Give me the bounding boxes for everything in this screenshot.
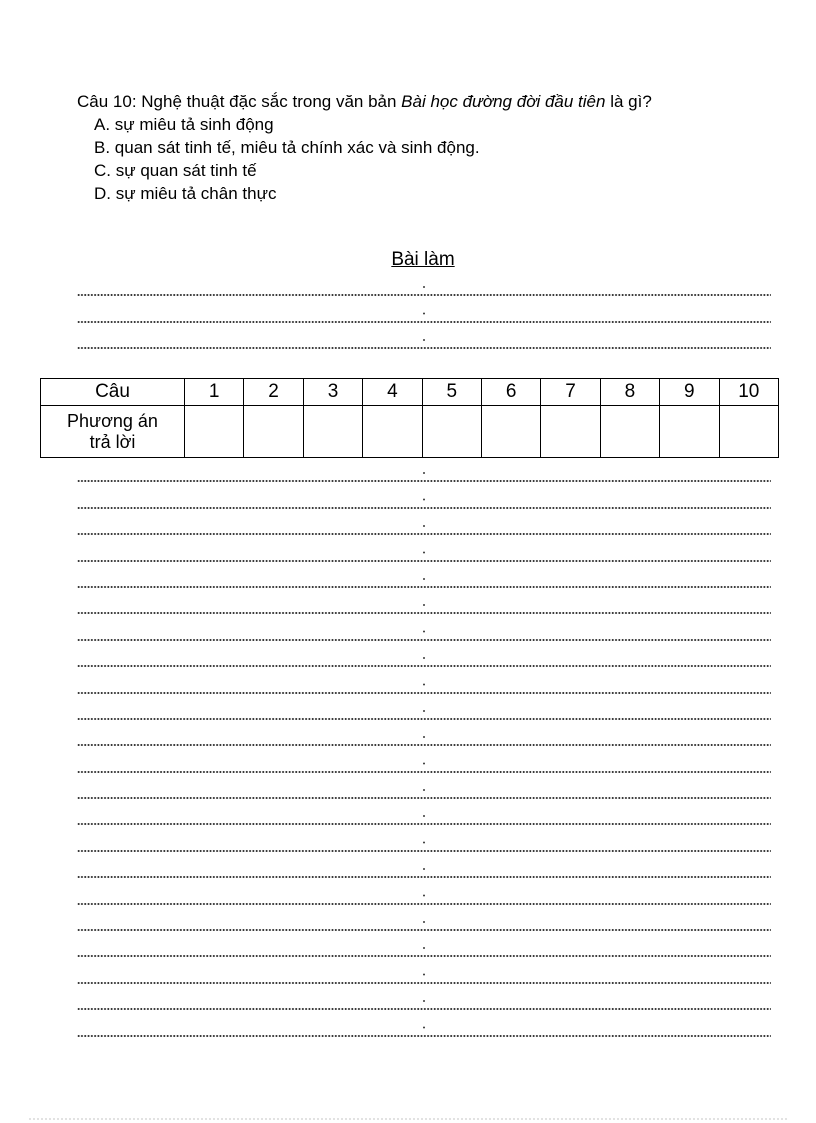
work-section-title: Bài làm (391, 249, 455, 270)
answer-table (40, 378, 779, 458)
question-number-cell: 5 (422, 379, 481, 406)
answer-cell[interactable] (422, 406, 481, 458)
writing-line[interactable] (77, 486, 771, 512)
answer-cell[interactable] (600, 406, 659, 458)
question-number-cell: 4 (363, 379, 422, 406)
writing-line[interactable] (77, 698, 771, 724)
option-c: C. sự quan sát tinh tế (94, 161, 257, 180)
question-stem (77, 90, 652, 113)
answer-table-answer-row (41, 406, 779, 458)
writing-line[interactable] (77, 724, 771, 750)
answer-cell[interactable] (541, 406, 600, 458)
writing-line[interactable] (77, 1014, 771, 1040)
writing-line[interactable] (77, 935, 771, 961)
writing-line[interactable] (77, 513, 771, 539)
writing-lines-top (77, 274, 771, 353)
question-10 (77, 90, 652, 205)
question-number-cell: 9 (660, 379, 719, 406)
writing-line[interactable] (77, 645, 771, 671)
answer-label-line2: trả lời (89, 431, 136, 452)
writing-lines-bottom (77, 460, 771, 1041)
question-number-cell: 1 (185, 379, 244, 406)
question-number-cell: 2 (244, 379, 303, 406)
answer-label-line1: Phương án (67, 410, 158, 431)
writing-line[interactable] (77, 777, 771, 803)
answer-cell[interactable] (244, 406, 303, 458)
writing-line[interactable] (77, 460, 771, 486)
answer-table-header-label: Câu (41, 379, 185, 406)
answer-cell[interactable] (363, 406, 422, 458)
question-number-cell: 10 (719, 379, 778, 406)
question-text-before: Nghệ thuật đặc sắc trong văn bản (136, 92, 402, 111)
option-a: A. sự miêu tả sinh động (94, 115, 274, 134)
writing-line[interactable] (77, 327, 771, 353)
option-list (94, 113, 652, 205)
answer-cell[interactable] (185, 406, 244, 458)
answer-cell[interactable] (719, 406, 778, 458)
writing-line[interactable] (77, 274, 771, 300)
answer-table-header-row (41, 379, 779, 406)
writing-line[interactable] (77, 750, 771, 776)
writing-line[interactable] (77, 300, 771, 326)
answer-cell[interactable] (303, 406, 362, 458)
question-text-title: Bài học đường đời đầu tiên (401, 92, 606, 111)
question-number-cell: 6 (481, 379, 540, 406)
writing-line[interactable] (77, 909, 771, 935)
question-number-cell: 8 (600, 379, 659, 406)
writing-line[interactable] (77, 961, 771, 987)
question-number-cell: 7 (541, 379, 600, 406)
option-b: B. quan sát tinh tế, miêu tả chính xác và sinh động. (94, 138, 480, 157)
writing-line[interactable] (77, 803, 771, 829)
writing-line[interactable] (77, 618, 771, 644)
answer-cell[interactable] (481, 406, 540, 458)
page-footer-divider (28, 1118, 788, 1120)
writing-line[interactable] (77, 671, 771, 697)
answer-cell[interactable] (660, 406, 719, 458)
option-d: D. sự miêu tả chân thực (94, 184, 277, 203)
writing-line[interactable] (77, 856, 771, 882)
writing-line[interactable] (77, 592, 771, 618)
writing-line[interactable] (77, 539, 771, 565)
writing-line[interactable] (77, 882, 771, 908)
question-text-after: là gì? (605, 92, 652, 111)
writing-line[interactable] (77, 566, 771, 592)
question-number: Câu 10: (77, 92, 137, 111)
writing-line[interactable] (77, 829, 771, 855)
answer-table-answer-label (41, 406, 185, 458)
question-number-cell: 3 (303, 379, 362, 406)
writing-line[interactable] (77, 988, 771, 1014)
